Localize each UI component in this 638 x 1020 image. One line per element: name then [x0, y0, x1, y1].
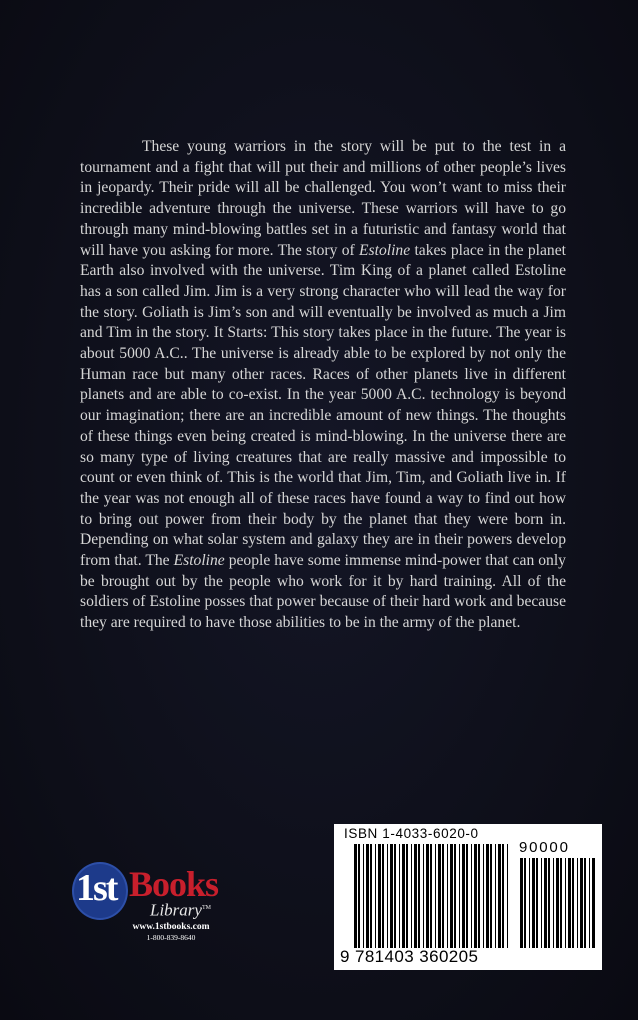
barcode-bar — [390, 844, 393, 948]
price-code: 90000 — [519, 839, 570, 856]
barcode-bar — [556, 858, 559, 948]
barcode-bar — [450, 844, 453, 948]
barcode-bar — [486, 844, 489, 948]
book-description — [80, 137, 566, 634]
barcode-bar — [354, 844, 357, 948]
barcode-bar — [478, 844, 480, 948]
barcode-bar — [580, 858, 583, 948]
blurb-text-3: people have some immense mind-power that can only be brought out by the people who work for it by hard training. All of the soldiers of Estoline posses that power because of their hard work and because they are required to have those abilities to be in the army of the planet. — [80, 552, 566, 632]
barcode-bar — [520, 858, 523, 948]
logo-library — [150, 898, 211, 921]
barcode-bar — [363, 844, 364, 948]
blurb-text-1: These young warriors in the story will be put to the test in a tournament and a fight that will put their and millions of other people’s lives in jeopardy. Their pride will all be challenged. You won’t want to miss their incredible adventure through the universe. These warriors will have to go through many mind-blowing battles set in a futuristic and fantasy world that will have you asking for more. The story of — [80, 138, 566, 259]
barcode-bar — [584, 858, 586, 948]
barcode-bar — [394, 844, 396, 948]
barcode-bar — [466, 844, 468, 948]
barcode-bar — [553, 858, 554, 948]
barcode-bar — [565, 858, 566, 948]
barcode-bar — [459, 844, 460, 948]
barcode-bar — [462, 844, 465, 948]
barcode-bar — [544, 858, 547, 948]
barcode-bar — [406, 844, 408, 948]
publisher-logo — [66, 862, 236, 952]
barcode-bar — [399, 844, 400, 948]
barcode-bar — [541, 858, 542, 948]
book-title-italic-2: Estoline — [173, 552, 225, 570]
barcode-bar — [435, 844, 436, 948]
barcode-bar — [442, 844, 444, 948]
barcode-bar — [502, 844, 504, 948]
barcode-bar — [382, 844, 384, 948]
isbn-barcode — [334, 824, 602, 970]
barcode-bar — [529, 858, 530, 948]
barcode-bar — [536, 858, 538, 948]
barcode-bar — [483, 844, 484, 948]
barcode-bar — [592, 858, 595, 948]
barcode-bar — [366, 844, 369, 948]
barcode-bar — [568, 858, 571, 948]
logo-number: 1st — [76, 867, 117, 909]
barcode-bar — [387, 844, 388, 948]
publisher-phone: 1-800-839-8640 — [146, 933, 196, 942]
barcode-bar — [402, 844, 405, 948]
barcode-bar — [572, 858, 574, 948]
publisher-website: www.1stbooks.com — [132, 922, 210, 932]
barcode-bar — [548, 858, 550, 948]
barcode-bar — [438, 844, 441, 948]
barcode-bar — [378, 844, 381, 948]
barcode-bar — [418, 844, 420, 948]
barcode-bar — [589, 858, 590, 948]
barcode-bar — [430, 844, 432, 948]
barcode-bar — [532, 858, 535, 948]
barcode-bar — [524, 858, 526, 948]
barcode-bar — [498, 844, 501, 948]
logo-library-text: Library — [150, 900, 202, 920]
barcode-bar — [507, 844, 508, 948]
barcode-bar — [474, 844, 477, 948]
book-title-italic-1: Estoline — [359, 241, 411, 259]
barcode-bar — [411, 844, 412, 948]
isbn-label: ISBN 1-4033-6020-0 — [344, 826, 479, 841]
barcode-bar — [490, 844, 492, 948]
barcode-bar — [471, 844, 472, 948]
barcode-bar — [414, 844, 417, 948]
barcode-bar — [426, 844, 429, 948]
barcode-bar — [447, 844, 448, 948]
blurb-text-2: takes place in the planet Earth also involved with the universe. Tim King of a planet called Estoline has a son called Jim. Jim is a very strong character who will lead the way for the story. Goliath is Jim’s son and will eventually be involved as much a Jim and Tim in the story. It Starts: This story takes place in the future. The year is about 5000 A.C.. The universe is already able to be explored by not only the Human race but many other races. Races of other planets live in different planets and are able to co-exist. In the year 5000 A.C. technology is beyond our imagination; there are an incredible amount of new things. The thoughts of these things even being created is mind-blowing. In the universe there are so many type of living creatures that are really massive and impossible to count or even think of. This is the world that Jim, Tim, and Goliath live in. If the year was not enough all of these races have found a way to find out how to bring out power from their body by the planet that they were born in. Depending on what solar system and galaxy they are in their powers develop from that. The — [80, 241, 566, 570]
barcode-bar — [370, 844, 372, 948]
barcode-bar — [577, 858, 578, 948]
logo-word: Books — [129, 864, 219, 904]
logo-trademark: TM — [201, 905, 211, 911]
barcode-bar — [560, 858, 562, 948]
barcode-bar — [375, 844, 376, 948]
barcode-bar — [358, 844, 360, 948]
ean-digits: 9 781403 360205 — [340, 947, 479, 966]
barcode-bar — [423, 844, 424, 948]
barcode-bar — [495, 844, 496, 948]
barcode-bar — [454, 844, 456, 948]
